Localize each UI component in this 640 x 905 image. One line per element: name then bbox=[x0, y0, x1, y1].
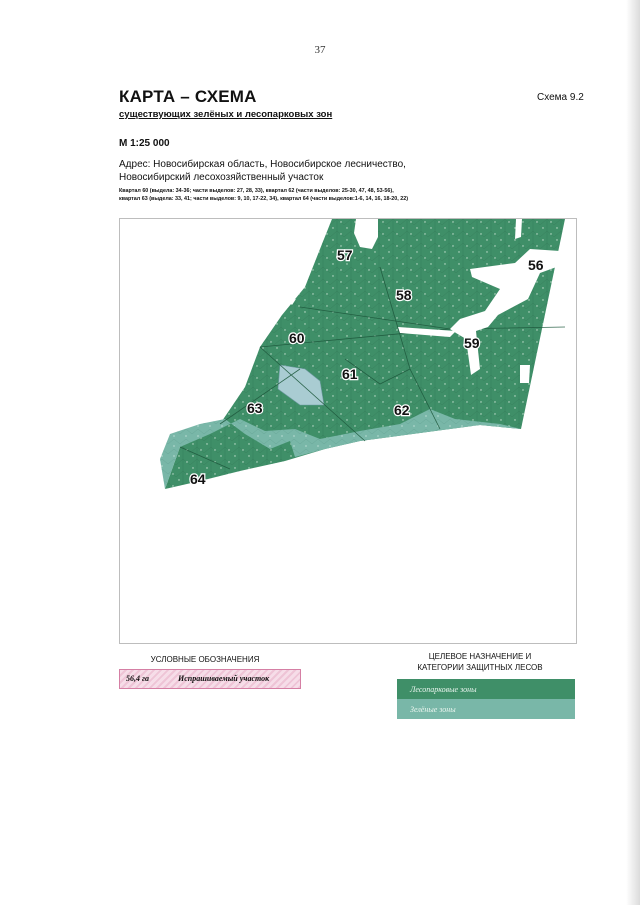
legend-purpose-line-2: КАТЕГОРИИ ЗАЩИТНЫХ ЛЕСОВ bbox=[417, 663, 543, 672]
legend-green-zone-swatch bbox=[397, 699, 575, 719]
map-scale: М 1:25 000 bbox=[119, 138, 170, 149]
quarter-label: 59 bbox=[464, 335, 480, 351]
legend-requested-plot bbox=[119, 669, 301, 689]
quarters-line-1: Квартал 60 (выдела: 34-36; части выделов: 27, 28, 33), квартал 62 (части выделов: 25-30, 47, 48, 53-56), bbox=[119, 188, 394, 194]
map-frame bbox=[119, 218, 577, 644]
legend-green-zone-label: Зелёные зоны bbox=[410, 705, 456, 714]
legend-purpose-heading bbox=[385, 651, 575, 673]
legend-conventions-heading: УСЛОВНЫЕ ОБОЗНАЧЕНИЯ bbox=[150, 655, 260, 664]
quarter-label: 57 bbox=[337, 247, 353, 263]
quarter-label: 62 bbox=[394, 402, 410, 418]
address-line-2: Новосибирский лесохозяйственный участок bbox=[119, 172, 324, 183]
legend-forest-park-label: Лесопарковые зоны bbox=[410, 685, 477, 694]
forest-map bbox=[120, 219, 576, 643]
page-edge-shadow bbox=[626, 0, 640, 905]
quarters-line-2: квартал 63 (выдела: 33, 41; части выделов: 9, 10, 17-22, 34), квартал 64 (части выделов:1-6, 14, 16, 18-20, 22) bbox=[119, 196, 409, 202]
address-line-1: Адрес: Новосибирская область, Новосибирское лесничество, bbox=[119, 159, 406, 170]
page-number: 37 bbox=[314, 44, 326, 56]
quarter-label: 61 bbox=[342, 366, 358, 382]
page-title: КАРТА – СХЕМА bbox=[119, 87, 257, 106]
quarters-description bbox=[119, 187, 589, 203]
address-block bbox=[119, 158, 539, 184]
quarter-label: 63 bbox=[247, 400, 263, 416]
requested-label: Испрашиваемый участок bbox=[178, 674, 270, 683]
quarter-label: 56 bbox=[528, 257, 544, 273]
quarter-label: 58 bbox=[396, 287, 412, 303]
quarter-label: 60 bbox=[289, 330, 305, 346]
legend-forest-park-swatch bbox=[397, 679, 575, 699]
scheme-label: Схема 9.2 bbox=[537, 92, 584, 103]
legend-purpose-line-1: ЦЕЛЕВОЕ НАЗНАЧЕНИЕ И bbox=[428, 652, 532, 661]
quarter-label: 64 bbox=[190, 471, 206, 487]
forest-park-parcels bbox=[165, 219, 565, 489]
page-subtitle: существующих зелёных и лесопарковых зон bbox=[119, 109, 333, 120]
requested-area: 56,4 га bbox=[126, 674, 149, 683]
